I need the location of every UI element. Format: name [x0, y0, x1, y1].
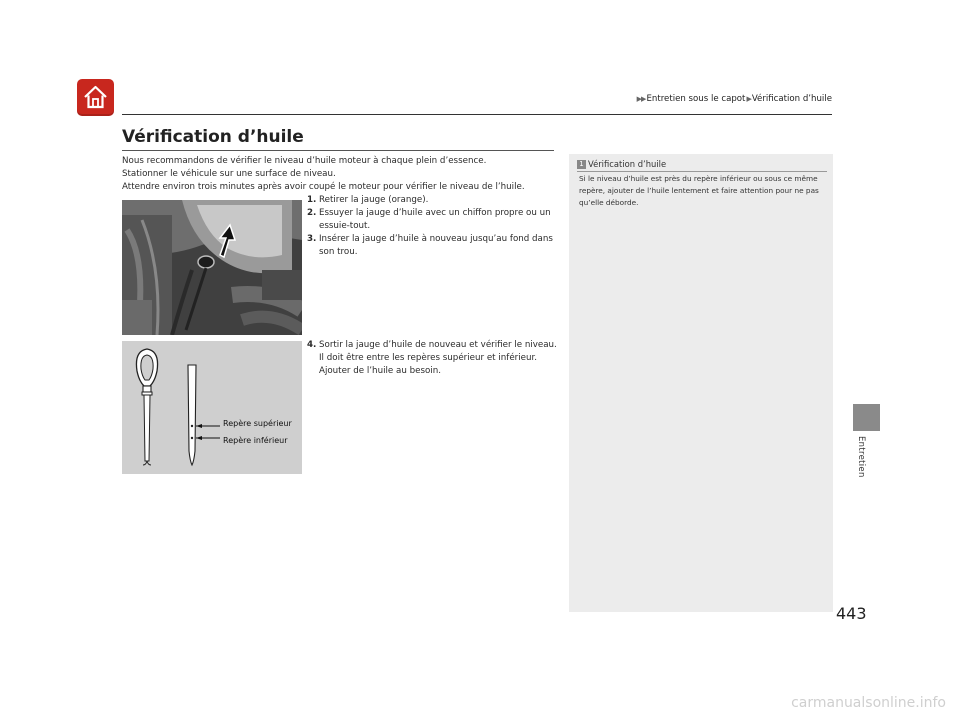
- step-number: 3.: [307, 234, 317, 244]
- note-divider: [577, 171, 827, 172]
- steps-list: [307, 339, 557, 378]
- step-item: [307, 233, 557, 259]
- dipstick-diagram: [122, 341, 302, 474]
- step-number: 1.: [307, 195, 317, 205]
- note-panel: [569, 154, 833, 612]
- header-divider: [122, 114, 832, 115]
- step-text: Retirer la jauge (orange).: [319, 195, 429, 205]
- section-tab[interactable]: [853, 404, 880, 431]
- chevron-right-icon: ▶: [746, 95, 751, 103]
- intro-line: Stationner le véhicule sur une surface de niveau.: [122, 169, 336, 179]
- breadcrumb: [636, 94, 832, 104]
- note-number: 1: [577, 160, 586, 169]
- intro-line: Nous recommandons de vérifier le niveau d’huile moteur à chaque plein d’essence.: [122, 156, 487, 166]
- intro-text: [122, 155, 562, 194]
- note-heading: [577, 159, 666, 169]
- intro-line: Attendre environ trois minutes après avoir coupé le moteur pour vérifier le niveau de l’huile.: [122, 182, 525, 192]
- note-title: Vérification d’huile: [588, 159, 667, 169]
- step-item: [307, 194, 557, 207]
- step-number: 4.: [307, 340, 317, 350]
- step-number: 2.: [307, 208, 317, 218]
- home-icon: [83, 85, 108, 110]
- home-button[interactable]: [77, 79, 114, 116]
- lower-mark-label: Repère inférieur: [223, 436, 288, 445]
- watermark: carmanualsonline.info: [791, 695, 946, 711]
- steps-list: [307, 194, 557, 259]
- chevron-right-icon: ▶▶: [636, 95, 646, 103]
- step-item: [307, 339, 557, 378]
- title-divider: [122, 150, 554, 151]
- engine-photo: [122, 200, 302, 335]
- note-body: Si le niveau d’huile est près du repère inférieur ou sous ce même repère, ajouter de l’huile lentement et faire attention pour ne pas qu’elle déborde.: [579, 174, 819, 207]
- upper-mark-label: Repère supérieur: [223, 419, 292, 428]
- page-number: 443: [836, 604, 867, 623]
- step-item: [307, 207, 557, 233]
- step-text: Sortir la jauge d’huile de nouveau et vérifier le niveau. Il doit être entre les repères supérieur et inférieur. Ajouter de l’huile au besoin.: [319, 340, 557, 376]
- section-label: Entretien: [856, 436, 866, 478]
- page-title: Vérification d’huile: [122, 127, 304, 147]
- step-text: Essuyer la jauge d’huile avec un chiffon propre ou un essuie-tout.: [319, 208, 551, 231]
- breadcrumb-item[interactable]: Entretien sous le capot: [646, 94, 746, 104]
- breadcrumb-item[interactable]: Vérification d’huile: [751, 94, 832, 104]
- step-text: Insérer la jauge d’huile à nouveau jusqu’au fond dans son trou.: [319, 234, 553, 257]
